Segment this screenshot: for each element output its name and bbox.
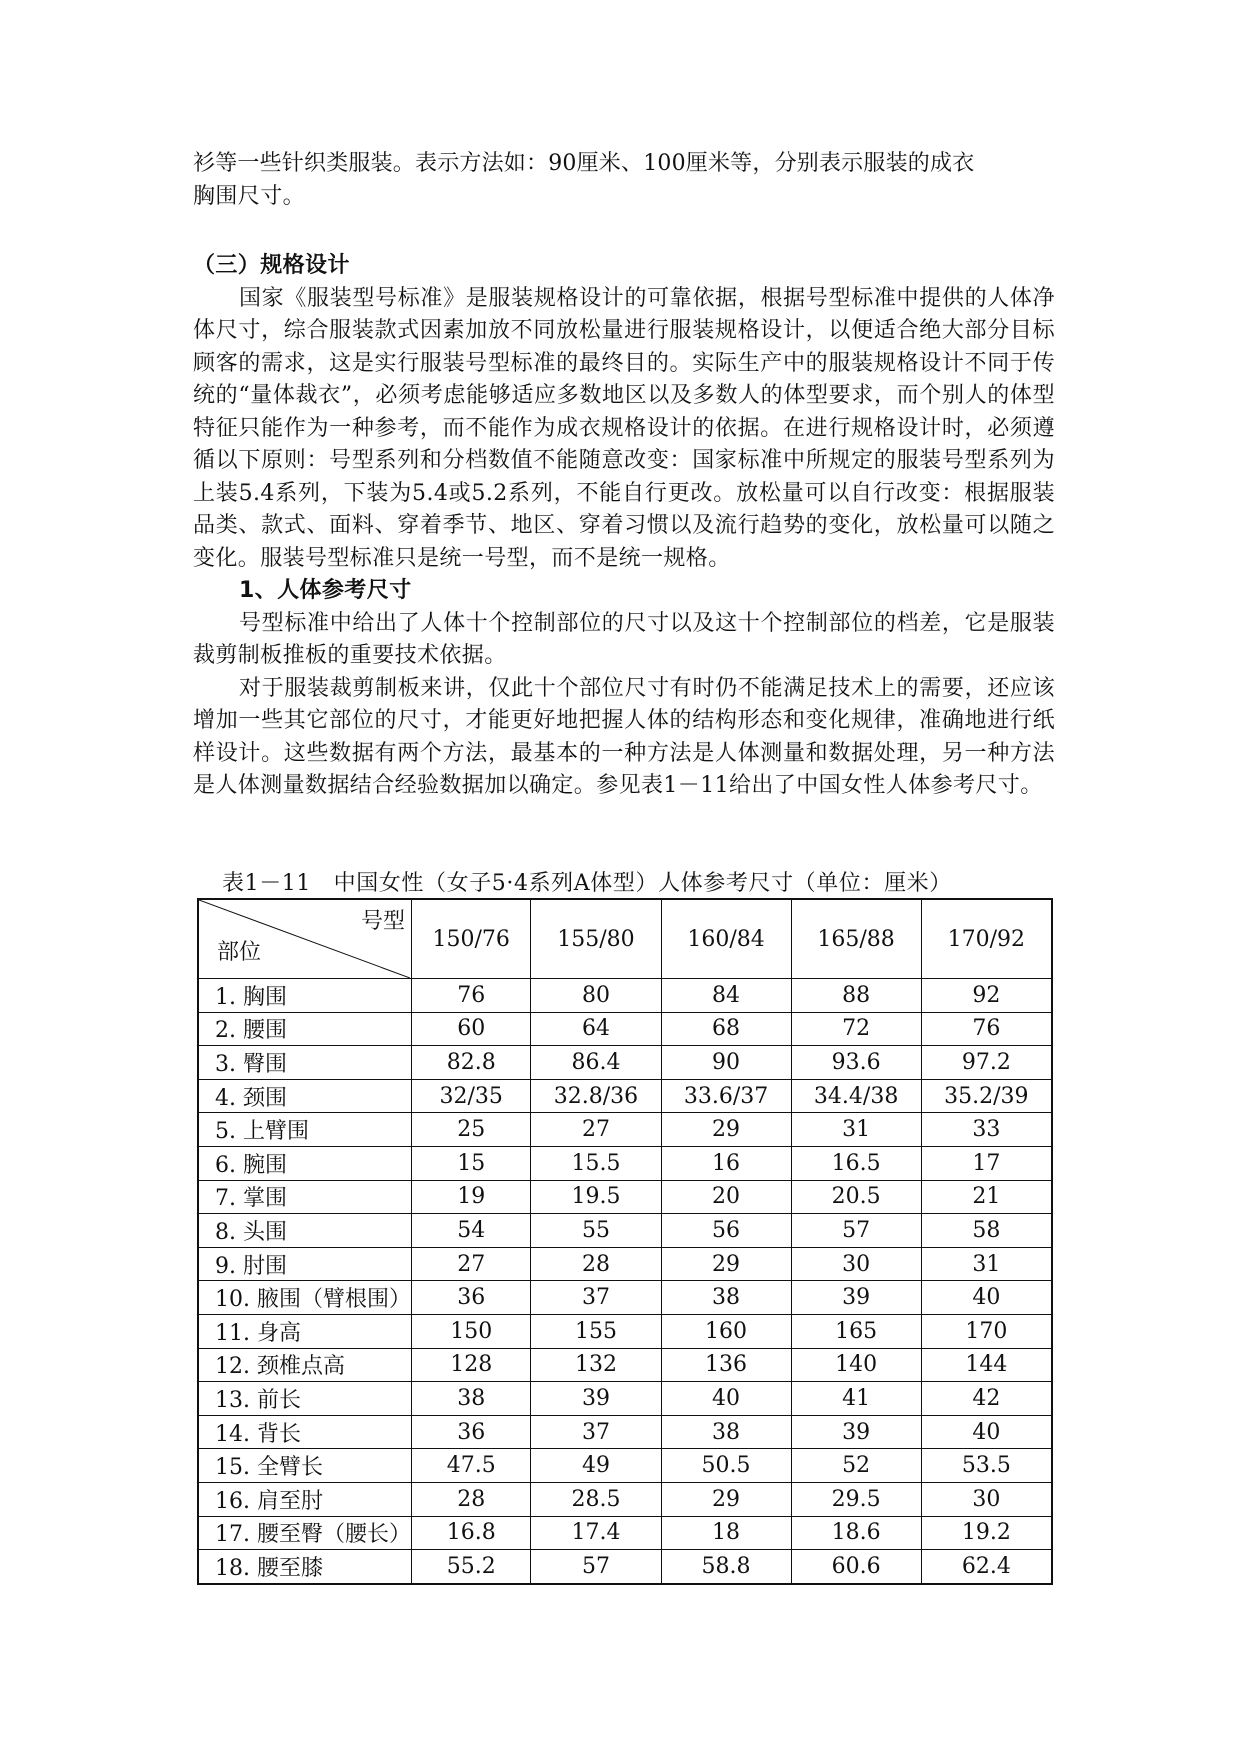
table-row (198, 1113, 1052, 1147)
table-cell: 36 (411, 1415, 530, 1449)
section-heading: （三）规格设计 (193, 253, 350, 278)
table-cell: 40 (661, 1382, 791, 1416)
table-cell: 32.8/36 (531, 1079, 661, 1113)
table-cell: 37 (531, 1415, 661, 1449)
row-label: 15. 全臂长 (198, 1449, 411, 1483)
table-cell: 55 (531, 1214, 661, 1248)
table-cell: 27 (411, 1247, 530, 1281)
table-row (198, 1348, 1052, 1382)
table-cell: 84 (661, 979, 791, 1013)
table-row (198, 1281, 1052, 1315)
table-cell: 160 (661, 1314, 791, 1348)
table-cell: 17.4 (531, 1516, 661, 1550)
table-row (198, 1415, 1052, 1449)
table-cell: 150 (411, 1314, 530, 1348)
table-cell: 29 (661, 1113, 791, 1147)
row-label: 7. 掌围 (198, 1180, 411, 1214)
table-cell: 50.5 (661, 1449, 791, 1483)
table-cell: 88 (791, 979, 921, 1013)
table-cell: 28 (531, 1247, 661, 1281)
spec-paragraph: 国家《服装型号标准》是服装规格设计的可靠依据，根据号型标准中提供的人体净体尺寸，综合服装款式因素加放不同放松量进行服装规格设计，以便适合绝大部分目标顾客的需求，这是实行服装号型标准的最终目的。实际生产中的服装规格设计不同于传统的“量体裁衣”，必须考虑能够适应多数地区以及多数人的体型要求，而个别人的体型特征只能作为一种参考，而不能作为成衣规格设计的依据。在进行规格设计时，必须遵循以下原则：号型系列和分档数值不能随意改变：国家标准中所规定的服装号型系列为上装5.4系列，下装为5.4或5.2系列，不能自行更改。放松量可以自行改变：根据服装品类、款式、面料、穿着季节、地区、穿着习惯以及流行趋势的变化，放松量可以随之变化。服装号型标准只是统一号型，而不是统一规格。 (193, 285, 1055, 571)
table-cell: 132 (531, 1348, 661, 1382)
table-caption: 表1－11 中国女性（女子5·4系列A体型）人体参考尺寸（单位：厘米） (222, 871, 952, 896)
intro-text (193, 148, 1055, 213)
table-cell: 33 (921, 1113, 1052, 1147)
table-cell: 25 (411, 1113, 530, 1147)
table-cell: 57 (791, 1214, 921, 1248)
table-cell: 29 (661, 1247, 791, 1281)
corner-label-part: 部位 (217, 940, 262, 965)
table-cell: 92 (921, 979, 1052, 1013)
table-cell: 56 (661, 1214, 791, 1248)
table-cell: 34.4/38 (791, 1079, 921, 1113)
table-cell: 64 (531, 1012, 661, 1046)
table-cell: 60 (411, 1012, 530, 1046)
table-body (198, 979, 1052, 1584)
body-paragraph-1: 号型标准中给出了人体十个控制部位的尺寸以及这十个控制部位的档差，它是服装裁剪制板推板的重要技术依据。 (193, 610, 1055, 668)
row-label: 11. 身高 (198, 1314, 411, 1348)
table-cell: 72 (791, 1012, 921, 1046)
table-cell: 15.5 (531, 1146, 661, 1180)
row-label: 3. 臀围 (198, 1046, 411, 1080)
table-cell: 144 (921, 1348, 1052, 1382)
table-cell: 68 (661, 1012, 791, 1046)
table-cell: 35.2/39 (921, 1079, 1052, 1113)
table-cell: 58 (921, 1214, 1052, 1248)
body-paragraph-2: 对于服装裁剪制板来讲，仅此十个部位尺寸有时仍不能满足技术上的需要，还应该增加一些其它部位的尺寸，才能更好地把握人体的结构形态和变化规律，准确地进行纸样设计。这些数据有两个方法，最基本的一种方法是人体测量和数据处理，另一种方法是人体测量数据结合经验数据加以确定。参见表1－11给出了中国女性人体参考尺寸。 (193, 675, 1055, 798)
spec-section (193, 250, 1055, 803)
row-label: 1. 胸围 (198, 979, 411, 1013)
table-row (198, 1180, 1052, 1214)
table-cell: 93.6 (791, 1046, 921, 1080)
row-label: 16. 肩至肘 (198, 1482, 411, 1516)
table-cell: 16.5 (791, 1146, 921, 1180)
table-cell: 20.5 (791, 1180, 921, 1214)
table-cell: 60.6 (791, 1550, 921, 1584)
table-cell: 76 (921, 1012, 1052, 1046)
table-cell: 40 (921, 1415, 1052, 1449)
table-cell: 32/35 (411, 1079, 530, 1113)
table-cell: 80 (531, 979, 661, 1013)
table-cell: 30 (791, 1247, 921, 1281)
table-cell: 52 (791, 1449, 921, 1483)
table-cell: 90 (661, 1046, 791, 1080)
table-cell: 21 (921, 1180, 1052, 1214)
table-cell: 97.2 (921, 1046, 1052, 1080)
table-cell: 49 (531, 1449, 661, 1483)
row-label: 8. 头围 (198, 1214, 411, 1248)
table-row (198, 1046, 1052, 1080)
table-cell: 76 (411, 979, 530, 1013)
table-cell: 15 (411, 1146, 530, 1180)
corner-label-size: 号型 (360, 909, 405, 934)
table-cell: 31 (921, 1247, 1052, 1281)
table-cell: 33.6/37 (661, 1079, 791, 1113)
table-cell: 62.4 (921, 1550, 1052, 1584)
table-cell: 16 (661, 1146, 791, 1180)
table-cell: 42 (921, 1382, 1052, 1416)
table-cell: 39 (791, 1415, 921, 1449)
table-row (198, 1516, 1052, 1550)
table-cell: 28.5 (531, 1482, 661, 1516)
table-cell: 31 (791, 1113, 921, 1147)
table-cell: 170 (921, 1314, 1052, 1348)
intro-line-1: 衫等一些针织类服装。表示方法如：90厘米、100厘米等，分别表示服装的成衣 (193, 151, 975, 176)
column-header: 170/92 (921, 899, 1052, 979)
table-row (198, 1482, 1052, 1516)
column-header: 160/84 (661, 899, 791, 979)
table-cell: 140 (791, 1348, 921, 1382)
table-cell: 165 (791, 1314, 921, 1348)
table-cell: 17 (921, 1146, 1052, 1180)
table-cell: 27 (531, 1113, 661, 1147)
row-label: 18. 腰至膝 (198, 1550, 411, 1584)
table-row (198, 1214, 1052, 1248)
reference-size-table (197, 898, 1053, 1585)
table-row (198, 979, 1052, 1013)
table-row (198, 1146, 1052, 1180)
row-label: 4. 颈围 (198, 1079, 411, 1113)
table-cell: 86.4 (531, 1046, 661, 1080)
table-row (198, 1012, 1052, 1046)
intro-line-2: 胸围尺寸。 (193, 183, 306, 209)
row-label: 2. 腰围 (198, 1012, 411, 1046)
table-header-row (198, 899, 1052, 979)
row-label: 12. 颈椎点高 (198, 1348, 411, 1382)
table-cell: 58.8 (661, 1550, 791, 1584)
table-cell: 41 (791, 1382, 921, 1416)
table-cell: 55.2 (411, 1550, 530, 1584)
table-cell: 29.5 (791, 1482, 921, 1516)
table-cell: 16.8 (411, 1516, 530, 1550)
table-cell: 19.5 (531, 1180, 661, 1214)
table-cell: 53.5 (921, 1449, 1052, 1483)
table-cell: 39 (791, 1281, 921, 1315)
table-cell: 20 (661, 1180, 791, 1214)
table-cell: 57 (531, 1550, 661, 1584)
row-label: 6. 腕围 (198, 1146, 411, 1180)
table-row (198, 1449, 1052, 1483)
table-cell: 136 (661, 1348, 791, 1382)
table-cell: 155 (531, 1314, 661, 1348)
sub-heading: 1、人体参考尺寸 (239, 578, 412, 603)
column-header: 165/88 (791, 899, 921, 979)
table-cell: 29 (661, 1482, 791, 1516)
table-row (198, 1247, 1052, 1281)
table-cell: 82.8 (411, 1046, 530, 1080)
table-row (198, 1382, 1052, 1416)
table-cell: 38 (661, 1415, 791, 1449)
table-cell: 18 (661, 1516, 791, 1550)
table-cell: 54 (411, 1214, 530, 1248)
table-cell: 19.2 (921, 1516, 1052, 1550)
table-cell: 47.5 (411, 1449, 530, 1483)
table-row (198, 1314, 1052, 1348)
row-label: 10. 腋围（臂根围） (198, 1281, 411, 1315)
column-header: 155/80 (531, 899, 661, 979)
row-label: 17. 腰至臀（腰长） (198, 1516, 411, 1550)
table-cell: 37 (531, 1281, 661, 1315)
table-cell: 19 (411, 1180, 530, 1214)
table-cell: 40 (921, 1281, 1052, 1315)
table-cell: 38 (411, 1382, 530, 1416)
table-cell: 18.6 (791, 1516, 921, 1550)
row-label: 14. 背长 (198, 1415, 411, 1449)
table-row (198, 1550, 1052, 1584)
column-header: 150/76 (411, 899, 530, 979)
row-label: 5. 上臂围 (198, 1113, 411, 1147)
row-label: 13. 前长 (198, 1382, 411, 1416)
table-cell: 128 (411, 1348, 530, 1382)
table-cell: 28 (411, 1482, 530, 1516)
table-cell: 30 (921, 1482, 1052, 1516)
table-cell: 38 (661, 1281, 791, 1315)
corner-header-cell (198, 899, 411, 979)
table-cell: 39 (531, 1382, 661, 1416)
table-cell: 36 (411, 1281, 530, 1315)
table-row (198, 1079, 1052, 1113)
row-label: 9. 肘围 (198, 1247, 411, 1281)
